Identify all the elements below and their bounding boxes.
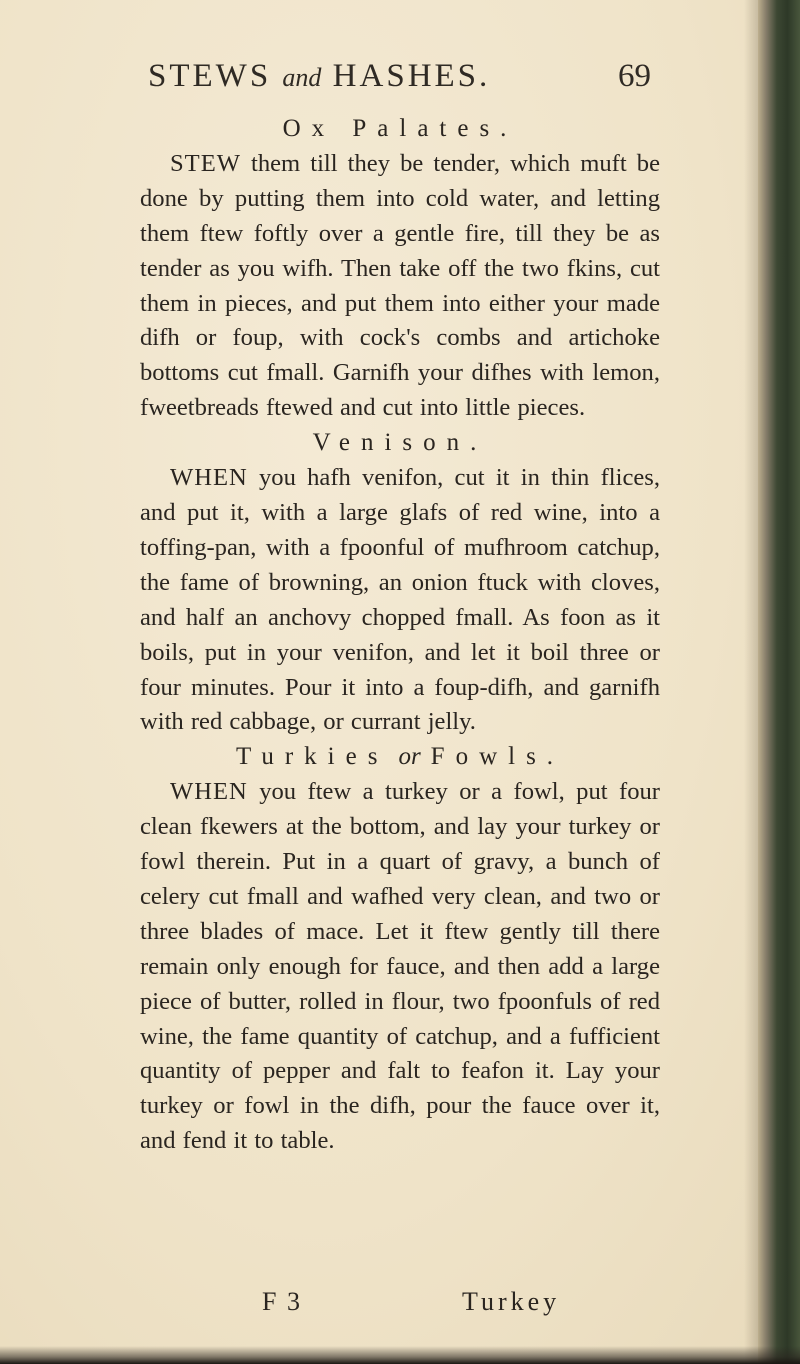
catchword: Turkey [462, 1287, 561, 1316]
paragraph-lead-word: WHEN [170, 464, 248, 492]
paragraph-lead-word: STEW [170, 149, 241, 177]
paragraph-body: you hafh venifon, cut it in thin flices, and put it, with a large glafs of red wine, into a toffing-pan, with a fpoonful of mufhroom catchup, the fame of browning, an onion ftuck with cloves, and half an anchovy chopped fmall. As foon as it boils, put in your venifon, and let it boil three or four minutes. Pour it into a foup-difh, and garnifh with red cabbage, or currant jelly. [140, 464, 660, 736]
page-number: 69 [618, 58, 651, 94]
section-heading-ox-palates: Ox Palates. [282, 115, 518, 142]
paragraph-turkies-or-fowls [140, 775, 660, 1159]
page-bottom-edge [0, 1346, 800, 1364]
running-head [148, 58, 668, 95]
paragraph-body: them till they be tender, which muft be done by putting them into cold water, and letting them ftew foftly over a gentle fire, till they be as tender as you wifh. Then take off the two fkins, cut them in pieces, and put them into either your made difh or foup, with cock's combs and artichoke bottoms cut fmall. Garnifh your difhes with lemon, fweetbreads ftewed and cut into little pieces. [140, 149, 660, 422]
heading-part-fowls: Fowls. [430, 743, 565, 771]
running-head-right: HASHES. [332, 58, 491, 94]
heading-part-turkies: Turkies [235, 743, 389, 771]
section-heading-turkies-or-fowls [140, 740, 660, 775]
book-spine [758, 0, 800, 1364]
paragraph-venison [140, 461, 660, 740]
paragraph-body: you ftew a turkey or a fowl, put four clean fkewers at the bottom, and lay your turkey or fowl therein. Put in a quart of gravy, a bunch of celery cut fmall and wafhed very clean, and two or three blades of mace. Let it ftew gently till there remain only enough for fauce, and then add a large piece of butter, rolled in flour, two fpoonfuls of red wine, the fame quantity of catchup, and a fufficient quantity of pepper and falt to feafon it. Lay your turkey or fowl in the difh, pour the fauce over it, and fend it to table. [140, 778, 660, 1155]
text-block [140, 112, 660, 1159]
signature-mark: F 3 [262, 1287, 302, 1316]
running-head-left: STEWS [148, 58, 272, 94]
paragraph-ox-palates [140, 147, 660, 426]
page-gutter-shadow [744, 0, 758, 1364]
section-heading-venison: Venison. [312, 429, 488, 457]
running-head-amp: and [282, 63, 322, 92]
heading-part-or: or [398, 743, 421, 771]
paragraph-lead-word: WHEN [170, 778, 248, 806]
